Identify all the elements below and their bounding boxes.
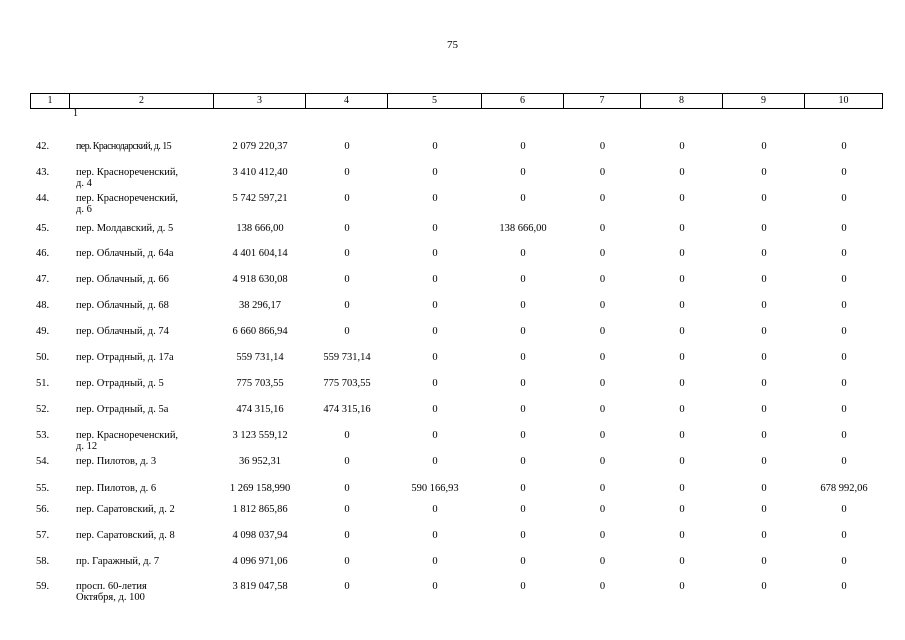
row-value-col-6: 0 (520, 581, 526, 592)
row-value-col-6: 0 (520, 404, 526, 415)
row-value-col-8: 0 (679, 141, 685, 152)
column-header-5: 5 (388, 94, 482, 109)
row-value-col-8: 0 (679, 456, 685, 467)
row-address-line-1: пер. Пилотов, д. 3 (76, 456, 157, 467)
row-value-col-8: 0 (679, 300, 685, 311)
row-value-col-8: 0 (679, 326, 685, 337)
row-value-col-4: 0 (344, 430, 350, 441)
row-value-col-6: 0 (520, 483, 526, 494)
table-row (0, 530, 905, 556)
row-value-col-3: 3 123 559,12 (232, 430, 288, 441)
row-address-line-1: пер. Краснореченский, (76, 193, 179, 204)
row-number: 43. (36, 167, 50, 178)
row-value-col-4: 0 (344, 141, 350, 152)
row-value-col-3: 4 098 037,94 (232, 530, 288, 541)
row-value-col-5: 0 (432, 167, 438, 178)
row-address-line-1: пер. Облачный, д. 68 (76, 300, 169, 311)
row-value-col-9: 0 (761, 300, 767, 311)
row-value-col-8: 0 (679, 404, 685, 415)
row-address-line-1: пер. Облачный, д. 74 (76, 326, 169, 337)
row-value-col-10: 0 (841, 223, 847, 234)
row-value-col-8: 0 (679, 483, 685, 494)
row-number: 53. (36, 430, 50, 441)
row-value-col-4: 474 315,16 (323, 404, 371, 415)
row-value-col-4: 0 (344, 556, 350, 567)
row-address (76, 300, 212, 311)
row-value-col-9: 0 (761, 378, 767, 389)
row-address-line-1: пер. Отрадный, д. 5 (76, 378, 164, 389)
column-header-3: 3 (214, 94, 306, 109)
row-value-col-9: 0 (761, 326, 767, 337)
column-header-1: 1 (31, 94, 70, 109)
row-address (76, 456, 212, 467)
table-row (0, 581, 905, 607)
row-number: 54. (36, 456, 50, 467)
row-value-col-10: 0 (841, 352, 847, 363)
row-value-col-10: 0 (841, 581, 847, 592)
row-number: 42. (36, 141, 50, 152)
column-header-4: 4 (306, 94, 388, 109)
row-value-col-4: 0 (344, 248, 350, 259)
page-number: 75 (447, 39, 458, 51)
row-address (76, 530, 212, 541)
row-value-col-5: 0 (432, 530, 438, 541)
row-value-col-4: 0 (344, 504, 350, 515)
row-address-line-1: пер. Краснореченский, (76, 167, 179, 178)
row-address-line-1: просп. 60-летия (76, 581, 147, 592)
row-number: 47. (36, 274, 50, 285)
row-value-col-9: 0 (761, 141, 767, 152)
row-value-col-9: 0 (761, 223, 767, 234)
column-header-2: 2 (70, 94, 214, 109)
row-value-col-9: 0 (761, 504, 767, 515)
row-value-col-3: 1 269 158,990 (229, 483, 291, 494)
row-value-col-4: 0 (344, 274, 350, 285)
row-value-col-10: 0 (841, 326, 847, 337)
row-value-col-5: 0 (432, 193, 438, 204)
row-value-col-5: 0 (432, 326, 438, 337)
row-value-col-7: 0 (599, 300, 606, 311)
row-value-col-7: 0 (599, 581, 606, 592)
table-row (0, 352, 905, 378)
row-value-col-9: 0 (761, 456, 767, 467)
row-number: 44. (36, 193, 50, 204)
row-value-col-9: 0 (761, 352, 767, 363)
row-value-col-9: 0 (761, 248, 767, 259)
table-row (0, 167, 905, 193)
row-number: 46. (36, 248, 50, 259)
row-address (76, 193, 212, 215)
row-value-col-10: 678 992,06 (820, 483, 868, 494)
row-address-line-2: д. 4 (76, 178, 92, 189)
row-value-col-4: 0 (344, 167, 350, 178)
row-value-col-10: 0 (841, 378, 847, 389)
row-value-col-3: 3 410 412,40 (232, 167, 288, 178)
row-value-col-7: 0 (599, 556, 606, 567)
row-address (76, 223, 212, 234)
row-value-col-8: 0 (679, 167, 685, 178)
row-value-col-10: 0 (841, 430, 847, 441)
row-value-col-8: 0 (679, 352, 685, 363)
row-value-col-9: 0 (761, 483, 767, 494)
row-value-col-3: 4 401 604,14 (232, 248, 288, 259)
row-value-col-7: 0 (599, 248, 606, 259)
table-row (0, 248, 905, 274)
row-address-line-2: д. 6 (76, 204, 92, 215)
row-value-col-3: 474 315,16 (236, 404, 284, 415)
row-value-col-4: 0 (344, 300, 350, 311)
row-value-col-7: 0 (599, 223, 606, 234)
row-value-col-5: 0 (432, 581, 438, 592)
row-address-line-1: пер. Краснодарский, д. 15 (76, 141, 172, 152)
row-value-col-10: 0 (841, 404, 847, 415)
row-number: 45. (36, 223, 50, 234)
row-value-col-6: 0 (520, 141, 526, 152)
row-number: 55. (36, 483, 50, 494)
row-address (76, 430, 212, 452)
row-value-col-8: 0 (679, 193, 685, 204)
row-value-col-9: 0 (761, 556, 767, 567)
row-value-col-8: 0 (679, 556, 685, 567)
row-address (76, 326, 212, 337)
row-value-col-8: 0 (679, 530, 685, 541)
row-value-col-8: 0 (679, 274, 685, 285)
row-address-line-1: пер. Краснореченский, (76, 430, 179, 441)
row-value-col-4: 0 (344, 326, 350, 337)
row-value-col-9: 0 (761, 193, 767, 204)
table-row (0, 456, 905, 482)
row-value-col-3: 36 952,31 (239, 456, 281, 467)
row-value-col-7: 0 (599, 404, 606, 415)
row-address-line-1: пер. Отрадный, д. 17а (76, 352, 174, 363)
row-number: 48. (36, 300, 50, 311)
row-value-col-6: 0 (520, 504, 526, 515)
row-value-col-7: 0 (599, 352, 606, 363)
row-address-line-1: пер. Облачный, д. 66 (76, 274, 169, 285)
row-value-col-6: 0 (520, 456, 526, 467)
row-value-col-7: 0 (599, 274, 606, 285)
row-value-col-7: 0 (599, 483, 606, 494)
row-value-col-5: 0 (432, 404, 438, 415)
row-address (76, 504, 212, 515)
row-value-col-6: 0 (520, 300, 526, 311)
column-header-8: 8 (641, 94, 723, 109)
row-value-col-9: 0 (761, 430, 767, 441)
row-value-col-7: 0 (599, 141, 606, 152)
row-value-col-7: 0 (599, 456, 606, 467)
row-value-col-8: 0 (679, 378, 685, 389)
row-address (76, 352, 212, 363)
row-value-col-4: 0 (344, 193, 350, 204)
row-address-line-1: пер. Молдавский, д. 5 (76, 223, 174, 234)
row-address-line-1: пер. Пилотов, д. 6 (76, 483, 157, 494)
table-row (0, 223, 905, 249)
row-value-col-10: 0 (841, 456, 847, 467)
row-value-col-7: 0 (599, 504, 606, 515)
row-address (76, 167, 212, 189)
column-header-10: 10 (805, 94, 883, 109)
row-value-col-3: 775 703,55 (236, 378, 284, 389)
table-row (0, 404, 905, 430)
row-value-col-4: 0 (344, 530, 350, 541)
row-value-col-9: 0 (761, 581, 767, 592)
row-number: 57. (36, 530, 50, 541)
row-value-col-5: 0 (432, 223, 438, 234)
row-value-col-10: 0 (841, 248, 847, 259)
row-value-col-7: 0 (599, 167, 606, 178)
row-number: 51. (36, 378, 50, 389)
row-value-col-5: 590 166,93 (411, 483, 459, 494)
row-value-col-3: 38 296,17 (239, 300, 281, 311)
row-address-line-2: д. 12 (76, 441, 98, 452)
row-value-col-9: 0 (761, 274, 767, 285)
row-value-col-10: 0 (841, 504, 847, 515)
row-value-col-9: 0 (761, 404, 767, 415)
table-row (0, 326, 905, 352)
row-address (76, 404, 212, 415)
row-value-col-8: 0 (679, 248, 685, 259)
row-value-col-5: 0 (432, 300, 438, 311)
row-value-col-10: 0 (841, 167, 847, 178)
table-row (0, 430, 905, 456)
row-value-col-5: 0 (432, 430, 438, 441)
row-address (76, 248, 212, 259)
row-value-col-8: 0 (679, 581, 685, 592)
row-address-line-1: пр. Гаражный, д. 7 (76, 556, 160, 567)
table-row (0, 274, 905, 300)
row-value-col-6: 0 (520, 430, 526, 441)
row-value-col-4: 0 (344, 483, 350, 494)
row-address-line-1: пер. Отрадный, д. 5а (76, 404, 169, 415)
row-value-col-7: 0 (599, 326, 606, 337)
column-header-7: 7 (564, 94, 641, 109)
row-value-col-8: 0 (679, 504, 685, 515)
column-header-9: 9 (723, 94, 805, 109)
row-value-col-10: 0 (841, 274, 847, 285)
table-row (0, 193, 905, 219)
row-number: 49. (36, 326, 50, 337)
row-address (76, 378, 212, 389)
row-value-col-3: 559 731,14 (236, 352, 284, 363)
row-address-line-1: пер. Саратовский, д. 2 (76, 504, 175, 515)
table-row (0, 378, 905, 404)
row-value-col-7: 0 (599, 378, 606, 389)
row-value-col-10: 0 (841, 556, 847, 567)
row-value-col-6: 0 (520, 193, 526, 204)
row-value-col-5: 0 (432, 352, 438, 363)
table-row (0, 300, 905, 326)
row-value-col-8: 0 (679, 223, 685, 234)
row-number: 56. (36, 504, 50, 515)
row-value-col-5: 0 (432, 141, 438, 152)
table-row (0, 556, 905, 582)
row-address (76, 581, 212, 603)
row-value-col-3: 4 096 971,06 (232, 556, 288, 567)
row-value-col-5: 0 (432, 274, 438, 285)
row-number: 58. (36, 556, 50, 567)
row-value-col-5: 0 (432, 504, 438, 515)
row-address (76, 274, 212, 285)
row-value-col-6: 0 (520, 378, 526, 389)
row-address (76, 483, 212, 494)
row-value-col-3: 5 742 597,21 (232, 193, 288, 204)
row-value-col-6: 138 666,00 (499, 223, 547, 234)
column-header-6: 6 (482, 94, 564, 109)
row-address-line-2: Октября, д. 100 (76, 592, 145, 603)
row-value-col-9: 0 (761, 530, 767, 541)
row-value-col-4: 0 (344, 581, 350, 592)
row-address (76, 556, 212, 567)
row-number: 50. (36, 352, 50, 363)
row-value-col-6: 0 (520, 248, 526, 259)
row-value-col-6: 0 (520, 167, 526, 178)
row-value-col-4: 775 703,55 (323, 378, 371, 389)
row-value-col-5: 0 (432, 378, 438, 389)
row-number: 52. (36, 404, 50, 415)
row-address (76, 141, 212, 152)
row-value-col-6: 0 (520, 352, 526, 363)
row-value-col-10: 0 (841, 530, 847, 541)
row-value-col-5: 0 (432, 456, 438, 467)
row-number: 59. (36, 581, 50, 592)
row-value-col-10: 0 (841, 193, 847, 204)
row-value-col-4: 0 (344, 223, 350, 234)
row-value-col-3: 3 819 047,58 (232, 581, 288, 592)
row-value-col-6: 0 (520, 326, 526, 337)
row-value-col-9: 0 (761, 167, 767, 178)
row-value-col-4: 0 (344, 456, 350, 467)
row-value-col-7: 0 (599, 530, 606, 541)
row-value-col-5: 0 (432, 248, 438, 259)
row-value-col-6: 0 (520, 556, 526, 567)
row-value-col-10: 0 (841, 141, 847, 152)
row-value-col-3: 6 660 866,94 (232, 326, 288, 337)
row-value-col-6: 0 (520, 530, 526, 541)
row-address-line-1: пер. Саратовский, д. 8 (76, 530, 175, 541)
row-value-col-3: 2 079 220,37 (232, 141, 288, 152)
row-value-col-6: 0 (520, 274, 526, 285)
table-row (0, 504, 905, 530)
row-value-col-3: 1 812 865,86 (232, 504, 288, 515)
row-value-col-10: 0 (841, 300, 847, 311)
row-address-line-1: пер. Облачный, д. 64а (76, 248, 174, 259)
row-value-col-7: 0 (599, 430, 606, 441)
row-value-col-5: 0 (432, 556, 438, 567)
row-value-col-3: 4 918 630,08 (232, 274, 288, 285)
row-value-col-3: 138 666,00 (236, 223, 284, 234)
row-value-col-8: 0 (679, 430, 685, 441)
row-value-col-7: 0 (599, 193, 606, 204)
row-value-col-4: 559 731,14 (323, 352, 371, 363)
stray-mark: 1 (73, 108, 78, 119)
table-row (0, 141, 905, 167)
